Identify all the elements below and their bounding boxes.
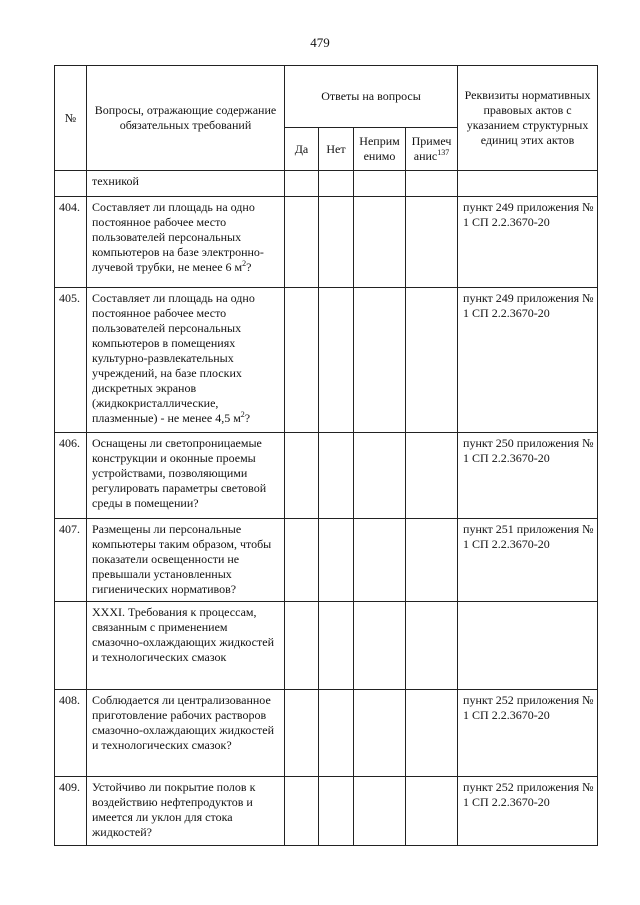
- answer-yes-cell: [285, 171, 319, 197]
- row-number: 405.: [55, 288, 87, 433]
- answer-note-cell: [406, 197, 458, 288]
- checklist-table: [54, 65, 598, 846]
- answer-yes-cell: [285, 777, 319, 846]
- requisites-cell: [458, 171, 598, 197]
- section-title: техникой: [87, 171, 285, 197]
- section-title: XXXI. Требования к процессам, связанным с применением смазочно-охлаждающих жидкостей и технологических смазок: [87, 602, 285, 690]
- table-row: [55, 197, 598, 288]
- row-number: 406.: [55, 433, 87, 519]
- answer-note-cell: [406, 690, 458, 777]
- answer-yes-cell: [285, 197, 319, 288]
- answer-note-cell: [406, 602, 458, 690]
- answer-na-cell: [354, 777, 406, 846]
- answer-no-cell: [319, 690, 354, 777]
- question-text: Составляет ли площадь на одно постоянное рабочее место пользователей персональных компьютеров в помещениях культурно-развлекательных учреждений, на базе плоских дискретных экранов (жидкокристаллические, плазменные) - не менее 4,5 м: [92, 291, 255, 425]
- answer-no-cell: [319, 288, 354, 433]
- table-row: [55, 602, 598, 690]
- answer-na-cell: [354, 197, 406, 288]
- answer-na-cell: [354, 690, 406, 777]
- header-question: Вопросы, отражающие содержание обязательных требований: [87, 66, 285, 171]
- row-number: [55, 171, 87, 197]
- question-sup: 2: [240, 410, 245, 419]
- header-not-applicable: Неприм енимо: [354, 128, 406, 171]
- answer-note-cell: [406, 433, 458, 519]
- answer-no-cell: [319, 197, 354, 288]
- requisites-cell: [458, 602, 598, 690]
- question-tail: ?: [244, 411, 251, 425]
- requisites-cell: пункт 252 приложения № 1 СП 2.2.3670-20: [458, 690, 598, 777]
- table-row: [55, 171, 598, 197]
- row-number: [55, 602, 87, 690]
- page-number: 479: [310, 35, 330, 50]
- table-row: [55, 433, 598, 519]
- row-number: 409.: [55, 777, 87, 846]
- requisites-cell: пункт 249 приложения № 1 СП 2.2.3670-20: [458, 197, 598, 288]
- requisites-cell: пункт 252 приложения № 1 СП 2.2.3670-20: [458, 777, 598, 846]
- answer-yes-cell: [285, 288, 319, 433]
- requisites-cell: пункт 249 приложения № 1 СП 2.2.3670-20: [458, 288, 598, 433]
- answer-na-cell: [354, 602, 406, 690]
- question-tail: ?: [246, 260, 252, 274]
- answer-note-cell: [406, 777, 458, 846]
- table-row: [55, 288, 598, 433]
- header-note-text: Примеч анис: [411, 134, 452, 163]
- answer-na-cell: [354, 288, 406, 433]
- answer-na-cell: [354, 433, 406, 519]
- answer-na-cell: [354, 171, 406, 197]
- answer-yes-cell: [285, 519, 319, 602]
- table-row: [55, 519, 598, 602]
- answer-yes-cell: [285, 602, 319, 690]
- row-number: 404.: [55, 197, 87, 288]
- answer-no-cell: [319, 602, 354, 690]
- header-no: Нет: [319, 128, 354, 171]
- row-number: 408.: [55, 690, 87, 777]
- answer-na-cell: [354, 519, 406, 602]
- answer-no-cell: [319, 433, 354, 519]
- header-num: №: [55, 66, 87, 171]
- question-cell: Устойчиво ли покрытие полов к воздействию нефтепродуктов и имеется ли уклон для стока жидкостей?: [87, 777, 285, 846]
- header-note: [406, 128, 458, 171]
- table-row: [55, 777, 598, 846]
- answer-note-cell: [406, 171, 458, 197]
- question-cell: Размещены ли персональные компьютеры таким образом, чтобы показатели освещенности не превышали установленных гигиенических нормативов?: [87, 519, 285, 602]
- requisites-cell: пункт 251 приложения № 1 СП 2.2.3670-20: [458, 519, 598, 602]
- answer-no-cell: [319, 519, 354, 602]
- question-text: Составляет ли площадь на одно постоянное рабочее место пользователей персональных компьютеров на базе электронно-лучевой трубки, не менее 6 м: [92, 200, 264, 274]
- answer-note-cell: [406, 288, 458, 433]
- question-sup: 2: [242, 259, 247, 268]
- question-cell: [87, 288, 285, 433]
- header-note-sup: 137: [437, 148, 450, 157]
- answer-yes-cell: [285, 690, 319, 777]
- question-cell: Оснащены ли светопроницаемые конструкции и оконные проемы устройствами, позволяющими регулировать параметры световой среды в помещении?: [87, 433, 285, 519]
- question-cell: Соблюдается ли централизованное приготовление рабочих растворов смазочно-охлаждающих жидкостей и технологических смазок?: [87, 690, 285, 777]
- answer-no-cell: [319, 777, 354, 846]
- table-row: [55, 690, 598, 777]
- header-answers: Ответы на вопросы: [285, 66, 458, 128]
- requisites-cell: пункт 250 приложения № 1 СП 2.2.3670-20: [458, 433, 598, 519]
- header-requisites: Реквизиты нормативных правовых актов с указанием структурных единиц этих актов: [458, 66, 598, 171]
- answer-no-cell: [319, 171, 354, 197]
- answer-yes-cell: [285, 433, 319, 519]
- question-cell: [87, 197, 285, 288]
- answer-note-cell: [406, 519, 458, 602]
- row-number: 407.: [55, 519, 87, 602]
- header-yes: Да: [285, 128, 319, 171]
